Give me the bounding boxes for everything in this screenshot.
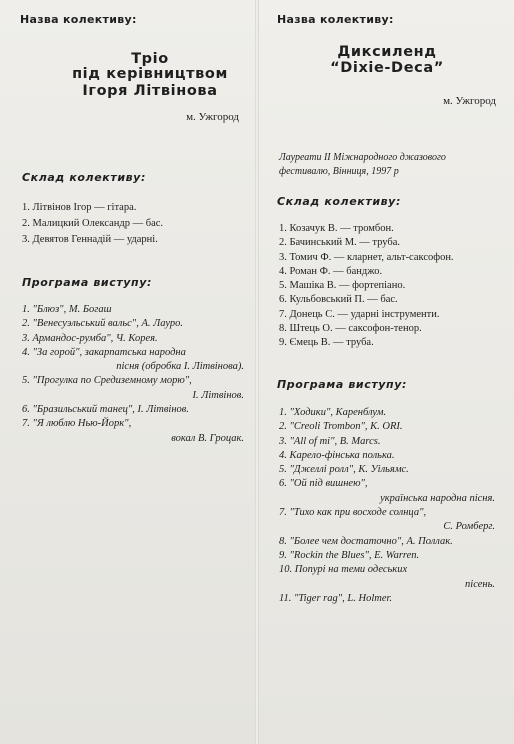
list-item: 2. "Венесуэльський вальс", А. Лауро. (22, 318, 183, 330)
right-program-heading: Програма виступу: (277, 378, 408, 391)
list-item-continuation: вокал В. Гроцак. (171, 432, 244, 444)
list-item: 1. Козачук В. — тромбон. (279, 223, 394, 234)
list-item: 4. Карело-фінська полька. (279, 449, 395, 461)
left-title-line-2: під керівництвом (72, 66, 228, 82)
list-item: 9. "Rockin the Blues", E. Warren. (279, 549, 420, 561)
page-fold-divider (255, 0, 259, 744)
list-item: 7. Донець С. — ударні інструменти. (279, 308, 440, 320)
list-item-continuation: С. Ромберг. (443, 521, 495, 533)
list-item-continuation: українська народна пісня. (380, 492, 495, 504)
list-item: 5. Машіка В. — фортепіано. (279, 280, 406, 292)
left-header: Назва колективу: (20, 13, 137, 26)
list-item: 2. "Creoli Trombon", K. ORI. (279, 421, 403, 433)
right-title-line-2: “Dixie-Deca” (330, 60, 444, 76)
left-program-list (22, 303, 244, 446)
list-item: 2. Бачинський М. — труба. (279, 237, 400, 249)
list-item: 3. Армандос-румба", Ч. Корея. (22, 332, 158, 344)
list-item: 1. Літвінов Ігор — гітара. (22, 202, 137, 213)
list-item: 8. Штець О. — саксофон-тенор. (279, 323, 422, 335)
list-item: 11. "Tiger rag", L. Holmer. (279, 592, 393, 604)
list-item: 1. "Блюз", М. Богаш (22, 304, 112, 315)
right-title-line-1: Диксиленд (337, 44, 437, 60)
list-item: 10. Попурі на теми одеських (279, 564, 408, 576)
list-item: 3. Девятов Геннадій — ударні. (22, 234, 158, 245)
list-item: 1. "Ходики", Каренблум. (279, 407, 387, 418)
list-item: 3. "All of mi", B. Marcs. (279, 435, 381, 447)
list-item: 6. Кульбовський П. — бас. (279, 294, 398, 306)
right-program-list (279, 406, 495, 606)
right-page (257, 0, 514, 744)
list-item: 5. "Прогулка по Средиземному морю", (22, 375, 192, 387)
list-item: 2. Малицкий Олександр — бас. (22, 218, 164, 229)
list-item: 7. "Я люблю Нью-Йорк", (22, 418, 132, 430)
list-item: 6. "Ой під вишнею", (279, 478, 368, 490)
left-city: м. Ужгород (186, 111, 239, 123)
left-title-line-3: Ігоря Літвінова (82, 83, 218, 99)
list-item: 3. Томич Ф. — кларнет, альт-саксофон. (279, 251, 454, 263)
list-item: 8. "Более чем достаточно", А. Поллак. (279, 535, 453, 547)
list-item: 4. "За горой", закарпатська народна (22, 346, 186, 358)
left-members-list (22, 200, 163, 248)
right-award-note: Лауреати II Міжнародного джазового фестивалю, Вінниця, 1997 р (279, 152, 446, 177)
list-item: 4. Роман Ф. — банджо. (279, 265, 383, 277)
left-members-heading: Склад колективу: (22, 171, 146, 184)
list-item: 7. "Тихо как при восходе солнца", (279, 507, 427, 519)
left-title-line-1: Тріо (131, 51, 169, 67)
list-item: 6. "Бразильський танец", І. Літвінов. (22, 404, 189, 416)
list-item: 9. Ємець В. — труба. (279, 337, 374, 349)
list-item-continuation: пісень. (465, 578, 495, 590)
left-program-heading: Програма виступу: (22, 276, 153, 289)
list-item: 5. "Джеллі ролл", К. Уільямс. (279, 464, 409, 476)
right-members-list (279, 222, 454, 351)
right-city: м. Ужгород (443, 95, 496, 107)
list-item-continuation: І. Літвінов. (192, 389, 244, 401)
right-members-heading: Склад колективу: (277, 195, 401, 208)
list-item-continuation: пісня (обробка І. Літвінова). (116, 361, 244, 373)
right-header: Назва колективу: (277, 13, 394, 26)
